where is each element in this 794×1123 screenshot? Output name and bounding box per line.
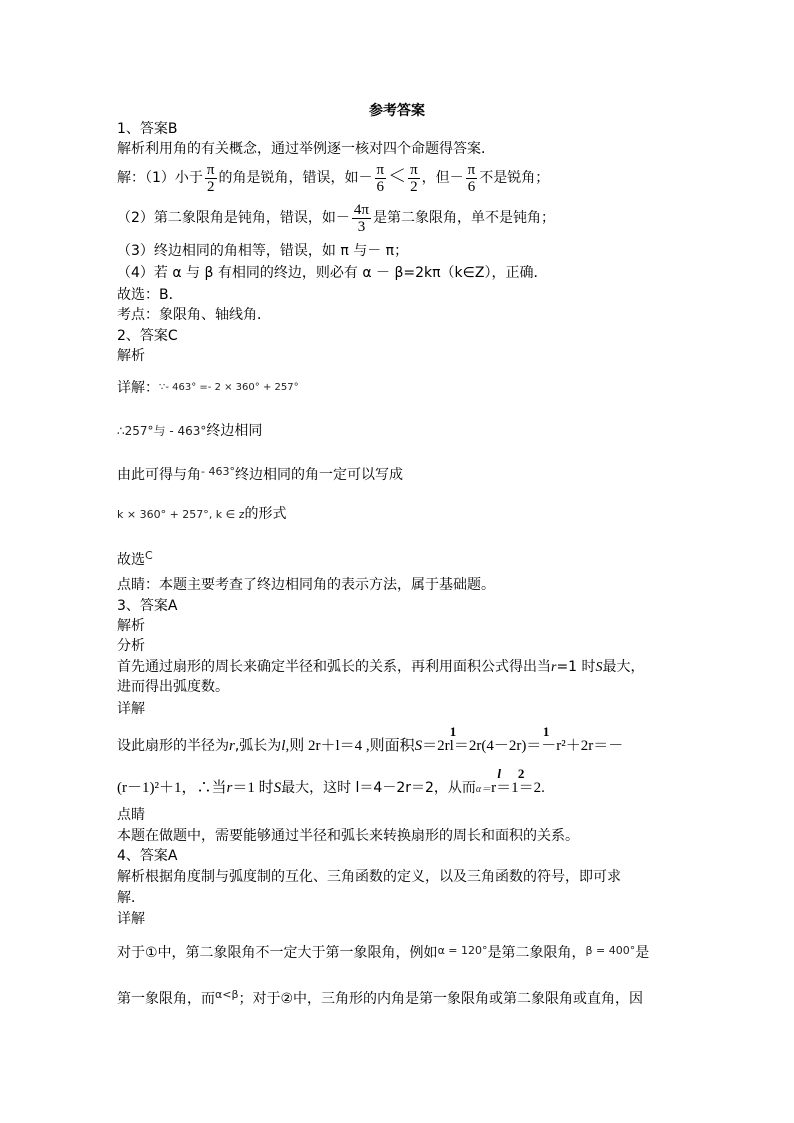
q3-para2: 进而得出弧度数。 [117,679,229,695]
q1-choice: 故选：B． [117,287,183,303]
alpha-fraction: l 2 r＝1＝2. [491,766,545,796]
q1-line4: （4）若 α 与 β 有相同的终边，则必有 α － β=2kπ（k∈Z），正确． [117,265,548,281]
q2-analysis: 解析 [117,348,145,364]
q2-line4: k × 360° + 257°, k ∈ z的形式 [117,506,287,522]
q3-analysis: 解析 [117,618,145,634]
q2-answer: 2、答案C [117,328,178,344]
q1-line1: 解：（1）小于 $\frac{\pi}{2}$ 的角是锐角，错误，如－ $\frac{\pi}{6}$ ＜ $\frac{\pi}{2}$ ，但－ $\frac{\pi}{6}$ 不是锐角； [117,161,550,195]
q3-math-line2: (r－1)²＋1，∴当r＝1 时S最大，这时 l＝4－2r＝2，从而α＝ l 2 r＝1＝2. [117,766,545,796]
q4-detail: 详解 [117,911,145,927]
fraction-4pi-over-3: $\frac{4\pi}{3}$ [353,201,369,235]
q3-detail: 详解 [117,701,145,717]
q3-para1: 首先通过扇形的周长来确定半径和弧长的关系，再利用面积公式得出当r=1 时S最大， [117,659,645,675]
q4-para2: 解． [117,890,145,906]
q4-line2: 第一象限角，而$^{\alpha<\beta}$；对于②中，三角形的内角是第一象限角或第二象限角或直角，因 [117,988,644,1007]
q4-line1: 对于①中，第二象限角不一定大于第一象限角，例如$^{\alpha = 120^\circ}$是第二象限角，$^{\beta = 400^\circ}$是 [117,944,650,961]
q1-line2: （2）第二象限角是钝角，错误，如－ $\frac{4\pi}{3}$ 是第二象限角，单不是钝角； [117,201,555,235]
q2-note: 点睛：本题主要考查了终边相同角的表示方法，属于基础题。 [117,577,495,593]
fraction-pi-over-6b: $\frac{\pi}{6}$ [467,161,476,195]
q4-para1: 解析根据角度制与弧度制的互化、三角函数的定义，以及三角函数的符号，即可求 [117,869,621,885]
q3-answer: 3、答案A [117,598,178,614]
fraction-pi-over-6: $\frac{\pi}{6}$ [376,161,385,195]
q2-line2: ∴257°与 - 463°终边相同 [117,423,263,439]
q4-answer: 4、答案A [117,848,178,864]
q2-detail: 详解：∵- 463° =- 2 × 360° + 257° [117,380,299,396]
page-title: 参考答案 [369,103,425,119]
q1-answer: 1、答案B [117,121,178,137]
q2-choice: 故选$^C$ [117,549,153,568]
half-fraction-2: 1 2r(4－2r)＝－r²＋2r＝－ [468,724,624,754]
fraction-pi-over-2: $\frac{\pi}{2}$ [206,161,215,195]
q1-analysis: 解析利用角的有关概念，通过举例逐一核对四个命题得答案． [117,141,495,157]
fraction-pi-over-2b: $\frac{\pi}{2}$ [410,161,418,195]
q1-point: 考点：象限角、轴线角． [117,307,271,323]
q1-line3: （3）终边相同的角相等，错误，如 π 与－ π； [117,243,409,259]
q3-note: 本题在做题中，需要能够通过半径和弧长来转换扇形的周长和面积的关系。 [117,828,579,844]
q3-dianjing: 点睛 [117,807,145,823]
q3-fenxi: 分析 [117,638,145,654]
q2-line3: 由此可得与角$^{- 463^\circ}$终边相同的角一定可以写成 [117,465,403,483]
half-fraction-1: 1 2rl＝ [437,724,469,754]
q3-math-line1: 设此扇形的半径为r,弧长为l,则 2r＋l＝4 ,则面积S＝ 1 2rl＝ 1 2r(4－2r)＝－r²＋2r＝－ [117,724,624,754]
